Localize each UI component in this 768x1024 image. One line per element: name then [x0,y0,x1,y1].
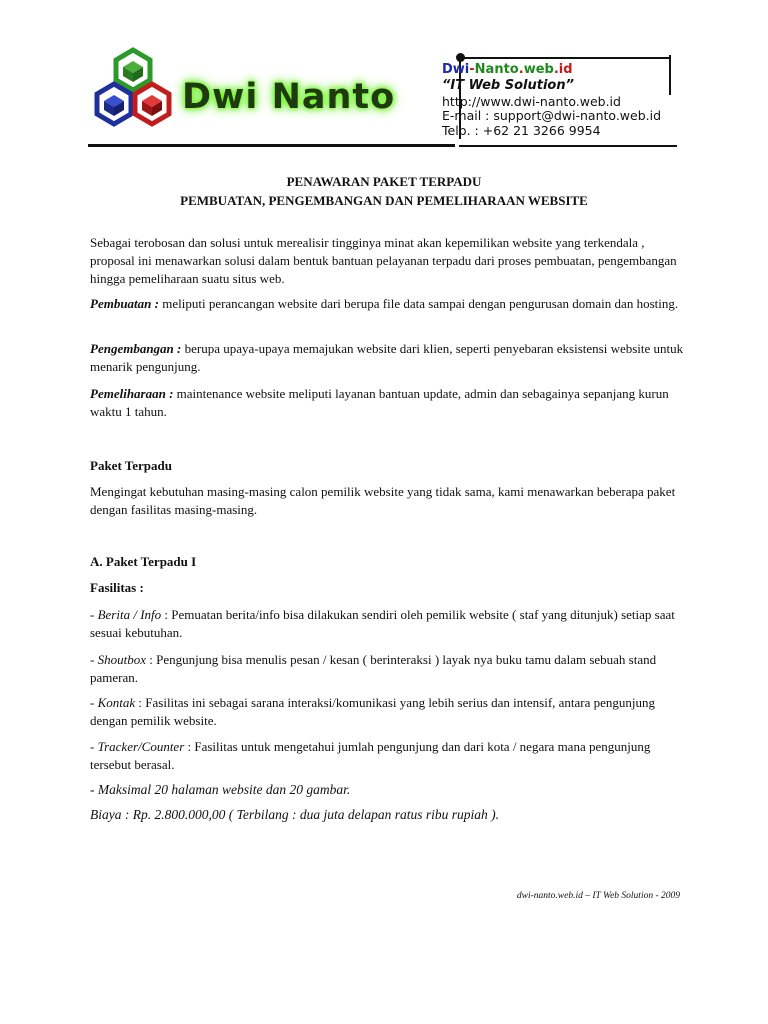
document-title: PENAWARAN PAKET TERPADU [286,174,482,189]
service-pemeliharaan [90,385,690,421]
service-pengembangan [90,340,690,376]
header-divider-bottom [88,144,455,147]
page-footer: dwi-nanto.web.id – IT Web Solution - 2009 [516,891,680,901]
paket-paragraph: Mengingat kebutuhan masing-masing calon pemilik website yang tidak sama, kami menawarkan beberapa paket dengan fasilitas masing-masing. [90,484,676,517]
site-part-web: web [523,62,554,77]
document-subtitle: PEMBUATAN, PENGEMBANGAN DAN PEMELIHARAAN WEBSITE [180,193,588,208]
item-text: : Fasilitas ini sebagai sarana interaksi/komunikasi yang lebih serius dan intensif, antara pengunjung dengan pemilik website. [90,695,656,728]
item-prefix: - [90,607,98,622]
paket1-heading: A. Paket Terpadu I [90,554,197,569]
service-text: maintenance website meliputi layanan bantuan update, admin dan sebagainya sepanjang kurun waktu 1 tahun. [90,386,669,419]
service-label: Pembuatan : [90,296,159,311]
item-prefix: - [90,652,98,667]
brand-logo-text: Dwi Nanto [182,77,396,117]
maksimal-note: - Maksimal 20 halaman website dan 20 gambar. [90,782,351,797]
site-part-dot: . [518,62,524,77]
slogan: “IT Web Solution” [442,78,574,93]
url-link[interactable]: http://www.dwi-nanto.web.id [442,94,621,109]
site-part-dot: . [553,62,559,77]
item-prefix: - [90,695,98,710]
fasilitas-item-kontak [90,694,690,730]
fasilitas-heading: Fasilitas : [90,580,144,595]
telephone-line: Telp. : +62 21 3266 9954 [442,123,601,138]
item-prefix: - [90,739,98,754]
logo-hexagon-icon [88,46,178,130]
item-name: Kontak [97,695,136,710]
service-label: Pengembangan : [90,341,182,356]
paket-heading: Paket Terpadu [90,458,172,473]
service-pembuatan [90,295,690,313]
site-part-dwi: Dwi [442,62,470,77]
item-text: : Pengunjung bisa menulis pesan / kesan ( berinteraksi ) layak nya buku tamu dalam sebuah stand pameran. [90,652,657,685]
email-line[interactable]: E-mail : support@dwi-nanto.web.id [442,108,662,123]
biaya-line: Biaya : Rp. 2.800.000,00 ( Terbilang : dua juta delapan ratus ribu rupiah ). [90,807,499,822]
header-divider-vertical-right [669,55,671,95]
item-text: : Fasilitas untuk mengetahui jumlah pengunjung dan dari kota / negara mana pengunjung tersebut berasal. [90,739,651,772]
header-divider-top [461,57,670,59]
header-divider-bottom-right [459,145,677,147]
site-name[interactable] [442,62,573,77]
fasilitas-item-berita [90,606,690,642]
service-text: meliputi perancangan website dari berupa file data sampai dengan pengurusan domain dan hosting. [158,296,679,311]
item-name: Shoutbox [97,652,146,667]
item-text: : Pemuatan berita/info bisa dilakukan sendiri oleh pemilik website ( staf yang ditunjuk) setiap saat sesuai kebutuhan. [90,607,675,640]
item-name: Tracker/Counter [97,739,185,754]
site-part-dash: - [469,62,475,77]
service-text: berupa upaya-upaya memajukan website dari klien, seperti penyebaran eksistensi website untuk menarik pengunjung. [90,341,684,374]
fasilitas-item-shoutbox [90,651,690,687]
item-name: Berita / Info [97,607,162,622]
site-part-nanto: Nanto [474,62,519,77]
intro-paragraph: Sebagai terobosan dan solusi untuk merealisir tingginya minat akan kepemilikan website yang terkendala , proposal ini menawarkan solusi dalam bentuk bantuan pelayanan terpadu dari proses pembuatan, pengembangan hingga pemeliharaan suatu situs web. [90,235,677,286]
site-part-id: id [558,62,573,77]
service-label: Pemeliharaan : [90,386,174,401]
fasilitas-item-tracker [90,738,690,774]
